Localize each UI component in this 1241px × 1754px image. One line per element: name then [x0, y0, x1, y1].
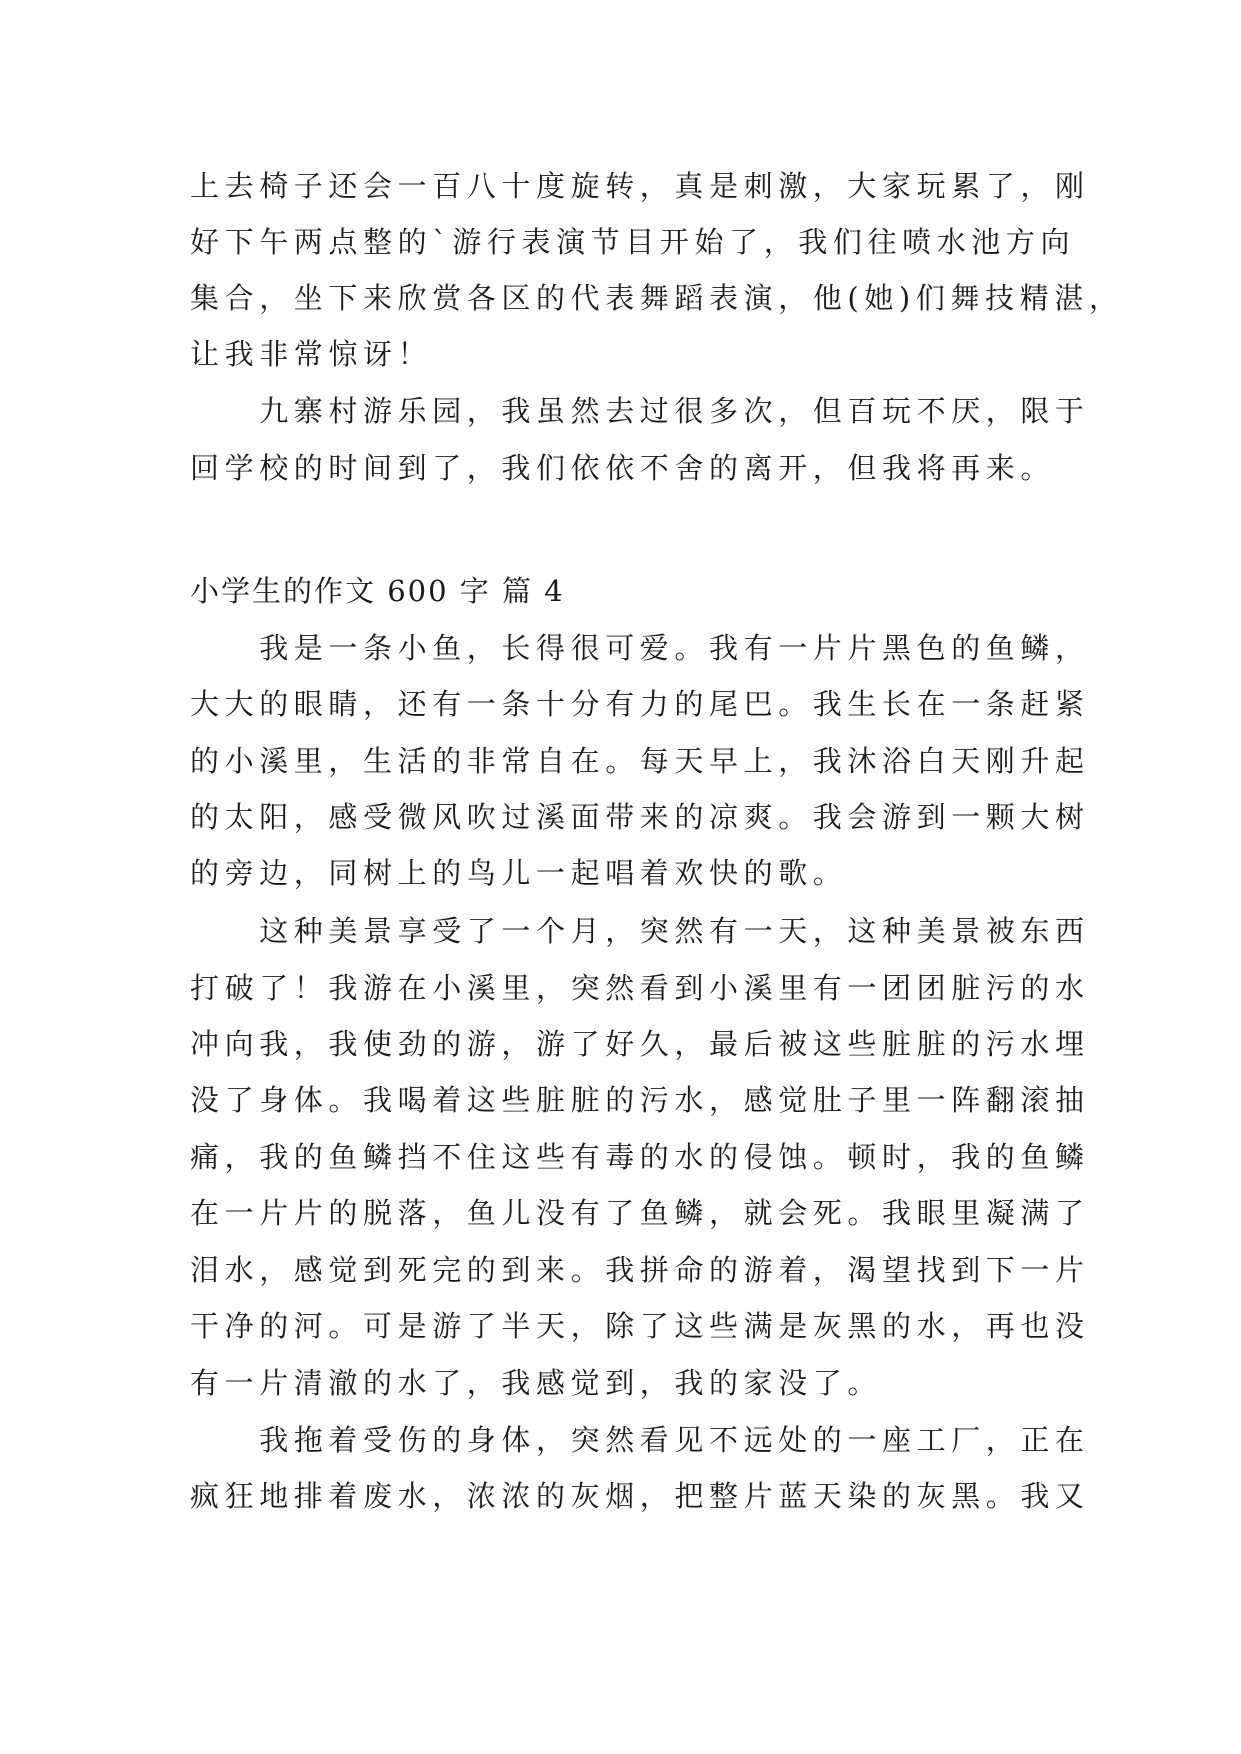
- text-line: 冲向我，我使劲的游，游了好久，最后被这些脏脏的污水埋: [190, 1027, 1090, 1061]
- text-line: 我拖着受伤的身体，突然看见不远处的一座工厂，正在: [190, 1423, 1090, 1457]
- section-heading: 小学生的作文 600 字 篇 4: [190, 574, 565, 608]
- text-line: 好下午两点整的`游行表演节目开始了，我们往喷水池方向: [190, 225, 1076, 259]
- text-line: 干净的河。可是游了半天，除了这些满是灰黑的水，再也没: [190, 1309, 1090, 1343]
- text-line: 没了身体。我喝着这些脏脏的污水，感觉肚子里一阵翻滚抽: [190, 1083, 1090, 1117]
- text-line: 我是一条小鱼，长得很可爱。我有一片片黑色的鱼鳞，: [190, 631, 1090, 665]
- text-line: 九寨村游乐园，我虽然去过很多次，但百玩不厌，限于: [190, 394, 1090, 428]
- text-line: 大大的眼睛，还有一条十分有力的尾巴。我生长在一条赶紧: [190, 687, 1090, 721]
- text-line: 打破了！我游在小溪里，突然看到小溪里有一团团脏污的水: [190, 971, 1090, 1005]
- text-line: 这种美景享受了一个月，突然有一天，这种美景被东西: [190, 914, 1090, 948]
- text-line: 在一片片的脱落，鱼儿没有了鱼鳞，就会死。我眼里凝满了: [190, 1196, 1090, 1230]
- text-line: 疯狂地排着废水，浓浓的灰烟，把整片蓝天染的灰黑。我又: [190, 1479, 1090, 1513]
- text-line: 的小溪里，生活的非常自在。每天早上，我沐浴白天刚升起: [190, 744, 1090, 778]
- text-line: 的旁边，同树上的鸟儿一起唱着欢快的歌。: [190, 856, 848, 890]
- text-line: 让我非常惊讶！: [190, 337, 433, 371]
- text-line: 痛，我的鱼鳞挡不住这些有毒的水的侵蚀。顿时，我的鱼鳞: [190, 1140, 1090, 1174]
- text-line: 的太阳，感受微风吹过溪面带来的凉爽。我会游到一颗大树: [190, 800, 1090, 834]
- text-line: 泪水，感觉到死完的到来。我拼命的游着，渴望找到下一片: [190, 1253, 1090, 1287]
- text-line: 上去椅子还会一百八十度旋转，真是刺激，大家玩累了，刚: [190, 169, 1090, 203]
- text-line: 集合，坐下来欣赏各区的代表舞蹈表演，他(她)们舞技精湛，: [190, 281, 1124, 315]
- text-line: 有一片清澈的水了，我感觉到，我的家没了。: [190, 1366, 883, 1400]
- text-line: 回学校的时间到了，我们依依不舍的离开，但我将再来。: [190, 451, 1056, 485]
